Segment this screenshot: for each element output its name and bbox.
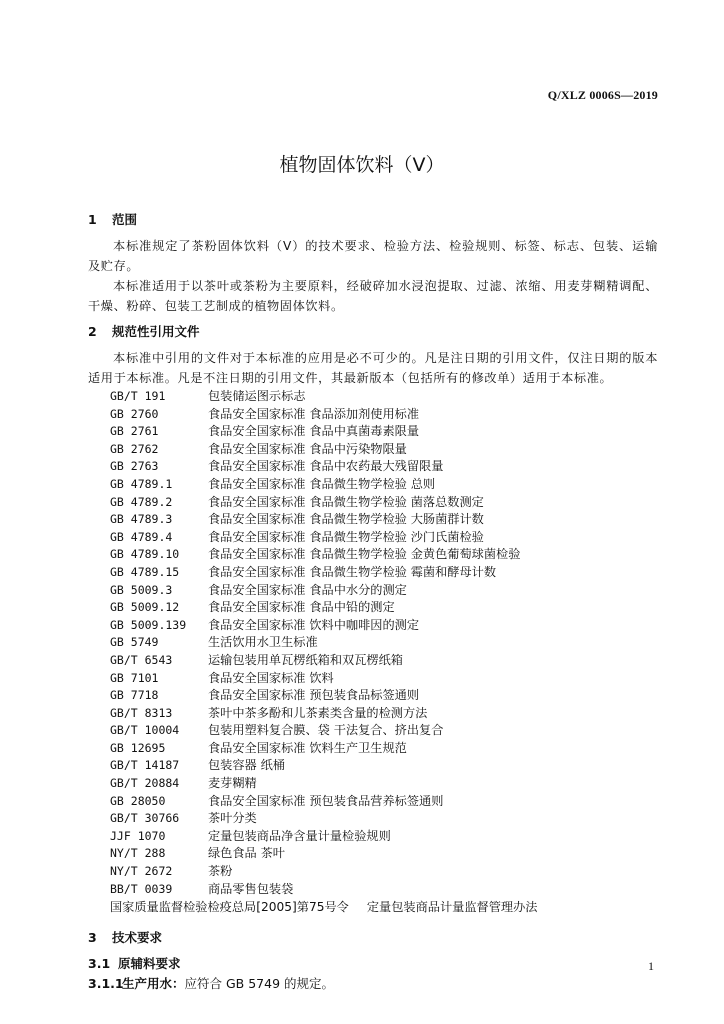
clause-text: 应符合 GB 5749 的规定。 xyxy=(184,976,335,992)
reference-name: 食品安全国家标准 食品微生物学检验 菌落总数测定 xyxy=(208,494,484,509)
reference-code: GB 4789.10 xyxy=(110,547,180,562)
reference-name: 包装容器 纸桶 xyxy=(208,758,285,773)
reference-row xyxy=(88,423,658,441)
reference-code: GB 5009.12 xyxy=(110,600,180,615)
reference-row xyxy=(88,687,658,705)
reference-name: 食品安全国家标准 饮料 xyxy=(208,670,334,685)
reference-name: 食品安全国家标准 食品微生物学检验 总则 xyxy=(208,476,436,491)
reference-code: GB/T 20884 xyxy=(110,776,180,791)
section-number: 2 xyxy=(88,324,97,339)
reference-row xyxy=(88,441,658,459)
reference-code: GB/T 6543 xyxy=(110,652,173,667)
reference-code: GB 5749 xyxy=(110,635,159,650)
subsection-number: 3.1 xyxy=(88,956,111,972)
reference-list xyxy=(88,388,658,898)
reference-row xyxy=(88,599,658,617)
section-heading-technical xyxy=(88,928,658,948)
reference-code: GB 4789.2 xyxy=(110,494,173,509)
reference-name: 商品零售包装袋 xyxy=(208,881,294,896)
reference-code: GB 4789.15 xyxy=(110,564,180,579)
reference-row xyxy=(88,652,658,670)
section-heading-references xyxy=(88,322,658,342)
reference-row xyxy=(88,722,658,740)
reference-code: GB 2761 xyxy=(110,424,159,439)
reference-code: GB 4789.1 xyxy=(110,476,173,491)
clause-number: 3.1.1 xyxy=(88,976,124,992)
reference-code: GB 5009.139 xyxy=(110,617,187,632)
reference-name: 生活饮用水卫生标准 xyxy=(208,635,318,650)
reference-row xyxy=(88,458,658,476)
reference-name: 包装用塑料复合膜、袋 干法复合、挤出复合 xyxy=(208,723,444,738)
section-title: 规范性引用文件 xyxy=(112,324,200,339)
document-title: 植物固体饮料（Ⅴ） xyxy=(279,154,445,176)
section-title: 技术要求 xyxy=(112,930,163,946)
reference-code: GB 2762 xyxy=(110,441,159,456)
reference-code: GB 2763 xyxy=(110,459,159,474)
reference-row xyxy=(88,775,658,793)
reference-row xyxy=(88,810,658,828)
reference-row xyxy=(88,881,658,899)
reference-name: 食品安全国家标准 食品中污染物限量 xyxy=(208,441,407,456)
reference-code: GB 5009.3 xyxy=(110,582,173,597)
reference-code: GB/T 10004 xyxy=(110,723,180,738)
subsection-heading xyxy=(88,954,658,974)
reference-code: GB/T 30766 xyxy=(110,811,180,826)
reference-name: 定量包装商品计量监督管理办法 xyxy=(366,900,538,915)
reference-name: 食品安全国家标准 食品中水分的测定 xyxy=(208,582,407,597)
reference-name: 食品安全国家标准 食品微生物学检验 大肠菌群计数 xyxy=(208,512,484,527)
subsection-title: 原辅料要求 xyxy=(118,956,181,972)
reference-code: GB 12695 xyxy=(110,740,166,755)
reference-code: NY/T 2672 xyxy=(110,864,173,879)
reference-name: 包装储运图示标志 xyxy=(208,389,306,403)
reference-row xyxy=(88,406,658,424)
reference-name: 食品安全国家标准 食品中铅的测定 xyxy=(208,600,395,615)
reference-code: GB/T 191 xyxy=(110,389,166,403)
reference-row xyxy=(88,582,658,600)
paragraph: 本标准规定了茶粉固体饮料（Ⅴ）的技术要求、检验方法、检验规则、标签、标志、包装、运输及贮存。 xyxy=(88,239,658,273)
page-number: 1 xyxy=(648,959,654,973)
reference-code: GB 4789.3 xyxy=(110,512,173,527)
reference-row xyxy=(88,828,658,846)
paragraph: 本标准中引用的文件对于本标准的应用是必不可少的。凡是注日期的引用文件，仅注日期的版本适用于本标准。凡是不注日期的引用文件，其最新版本（包括所有的修改单）适用于本标准。 xyxy=(88,351,658,385)
reference-name: 食品安全国家标准 食品微生物学检验 金黄色葡萄球菌检验 xyxy=(208,547,521,562)
reference-name: 食品安全国家标准 饮料生产卫生规范 xyxy=(208,740,407,755)
reference-row xyxy=(88,564,658,582)
section-heading-scope xyxy=(88,210,658,230)
document-body xyxy=(88,210,658,994)
reference-row xyxy=(88,617,658,635)
reference-row xyxy=(88,670,658,688)
reference-row xyxy=(88,494,658,512)
reference-code: GB 28050 xyxy=(110,793,166,808)
reference-row xyxy=(88,546,658,564)
reference-row xyxy=(88,476,658,494)
reference-name: 绿色食品 茶叶 xyxy=(208,846,285,861)
reference-row xyxy=(88,511,658,529)
reference-row xyxy=(88,634,658,652)
reference-code: GB 7101 xyxy=(110,670,159,685)
reference-code: GB/T 14187 xyxy=(110,758,180,773)
reference-code: GB 2760 xyxy=(110,406,159,421)
reference-code: JJF 1070 xyxy=(110,828,166,843)
clause-label: 生产用水： xyxy=(122,976,185,992)
reference-row xyxy=(88,845,658,863)
reference-code: GB/T 8313 xyxy=(110,705,173,720)
reference-row xyxy=(88,529,658,547)
reference-name: 食品安全国家标准 预包装食品营养标签通则 xyxy=(208,793,444,808)
reference-name: 食品安全国家标准 食品微生物学检验 霉菌和酵母计数 xyxy=(208,564,497,579)
reference-code: BB/T 0039 xyxy=(110,881,173,896)
reference-name: 茶叶分类 xyxy=(208,811,257,826)
reference-row xyxy=(88,757,658,775)
reference-name: 运输包装用单瓦楞纸箱和双瓦楞纸箱 xyxy=(208,652,403,667)
section-title: 范围 xyxy=(112,212,138,227)
reference-name: 食品安全国家标准 预包装食品标签通则 xyxy=(208,688,420,703)
reference-code: GB 7718 xyxy=(110,688,159,703)
reference-name: 食品安全国家标准 食品中农药最大残留限量 xyxy=(208,459,444,474)
reference-issuer: 国家质量监督检验检疫总局[2005]第75号令 xyxy=(110,900,349,915)
reference-name: 茶粉 xyxy=(208,864,233,879)
reference-row xyxy=(88,388,658,406)
clause-row xyxy=(88,974,658,994)
section-number: 3 xyxy=(88,930,97,946)
reference-name: 麦芽糊精 xyxy=(208,776,257,791)
reference-name: 茶叶中茶多酚和儿茶素类含量的检测方法 xyxy=(208,705,428,720)
reference-code: NY/T 288 xyxy=(110,846,166,861)
reference-name: 食品安全国家标准 食品微生物学检验 沙门氏菌检验 xyxy=(208,529,484,544)
reference-row xyxy=(88,863,658,881)
reference-code: GB 4789.4 xyxy=(110,529,173,544)
standard-number: Q/XLZ 0006S—2019 xyxy=(547,88,658,102)
section-number: 1 xyxy=(88,212,97,227)
reference-name: 定量包装商品净含量计量检验规则 xyxy=(208,828,391,843)
reference-row xyxy=(88,740,658,758)
reference-row xyxy=(88,793,658,811)
reference-name: 食品安全国家标准 饮料中咖啡因的测定 xyxy=(208,617,420,632)
reference-row xyxy=(88,898,658,916)
paragraph: 本标准适用于以茶叶或茶粉为主要原料，经破碎加水浸泡提取、过滤、浓缩、用麦芽糊精调配、干燥、粉碎、包装工艺制成的植物固体饮料。 xyxy=(88,279,658,313)
reference-name: 食品安全国家标准 食品添加剂使用标准 xyxy=(208,406,420,421)
reference-row xyxy=(88,705,658,723)
reference-name: 食品安全国家标准 食品中真菌毒素限量 xyxy=(208,424,420,439)
